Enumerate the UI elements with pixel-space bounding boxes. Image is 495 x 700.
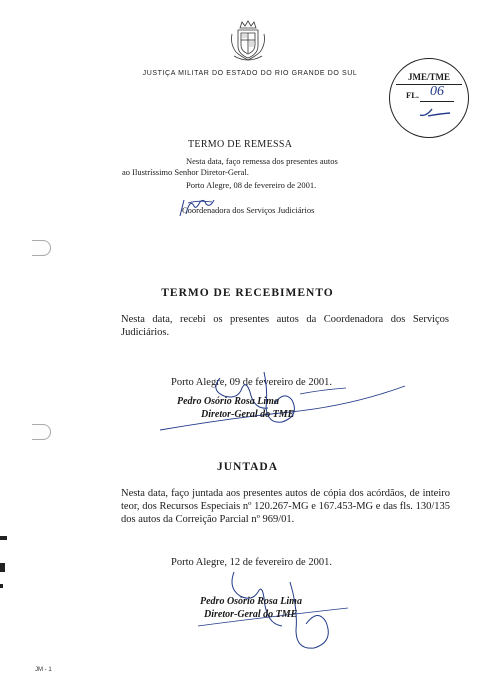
stamp-folio-label: FL.	[406, 90, 419, 100]
remessa-place-date: Porto Alegre, 08 de fevereiro de 2001.	[186, 180, 317, 190]
stamp-organization: JME/TME	[408, 72, 450, 82]
juntada-signer-title: Diretor-Geral do TME	[204, 609, 298, 620]
punch-hole	[32, 240, 51, 256]
folio-stamp	[389, 58, 469, 138]
stamp-initials-mark	[416, 105, 456, 119]
stamp-divider	[396, 84, 462, 85]
scan-edge-mark	[0, 563, 5, 572]
recebimento-place-date: Porto Alegre, 09 de fevereiro de 2001.	[171, 377, 332, 388]
juntada-signer-name: Pedro Osório Rosa Lima	[200, 596, 302, 607]
stamp-folio-line	[420, 101, 454, 102]
remessa-text-line: ao Ilustríssimo Senhor Diretor-Geral.	[122, 167, 249, 177]
remessa-title: TERMO DE REMESSA	[188, 139, 293, 150]
scan-edge-mark	[0, 584, 3, 588]
recebimento-signer-title: Diretor-Geral do TME	[201, 409, 295, 420]
juntada-body: Nesta data, faço juntada aos presentes autos de cópia dos acórdãos, de inteiro teor, dos Recursos Especiais nº 120.267-MG e 167.453-MG e das fls. 130/135 dos autos da Correição Parcial nº 969/01.	[121, 488, 450, 525]
coat-of-arms-icon	[228, 20, 268, 64]
juntada-place-date: Porto Alegre, 12 de fevereiro de 2001.	[171, 557, 332, 568]
stamp-folio-number: 06	[430, 84, 444, 99]
institution-header: JUSTIÇA MILITAR DO ESTADO DO RIO GRANDE DO SUL	[142, 70, 358, 77]
recebimento-body: Nesta data, recebi os presentes autos da Coordenadora dos Serviços Judiciários.	[121, 314, 449, 338]
juntada-title: JUNTADA	[216, 461, 279, 473]
recebimento-signer-name: Pedro Osório Rosa Lima	[177, 396, 279, 407]
scan-edge-mark	[0, 536, 7, 540]
remessa-text-line: Nesta data, faço remessa dos presentes autos	[186, 156, 338, 166]
remessa-signer: Coordenadora dos Serviços Judiciários	[182, 205, 315, 215]
recebimento-title: TERMO DE RECEBIMENTO	[161, 287, 334, 299]
form-code: JM - 1	[35, 667, 52, 673]
punch-hole	[32, 424, 51, 440]
